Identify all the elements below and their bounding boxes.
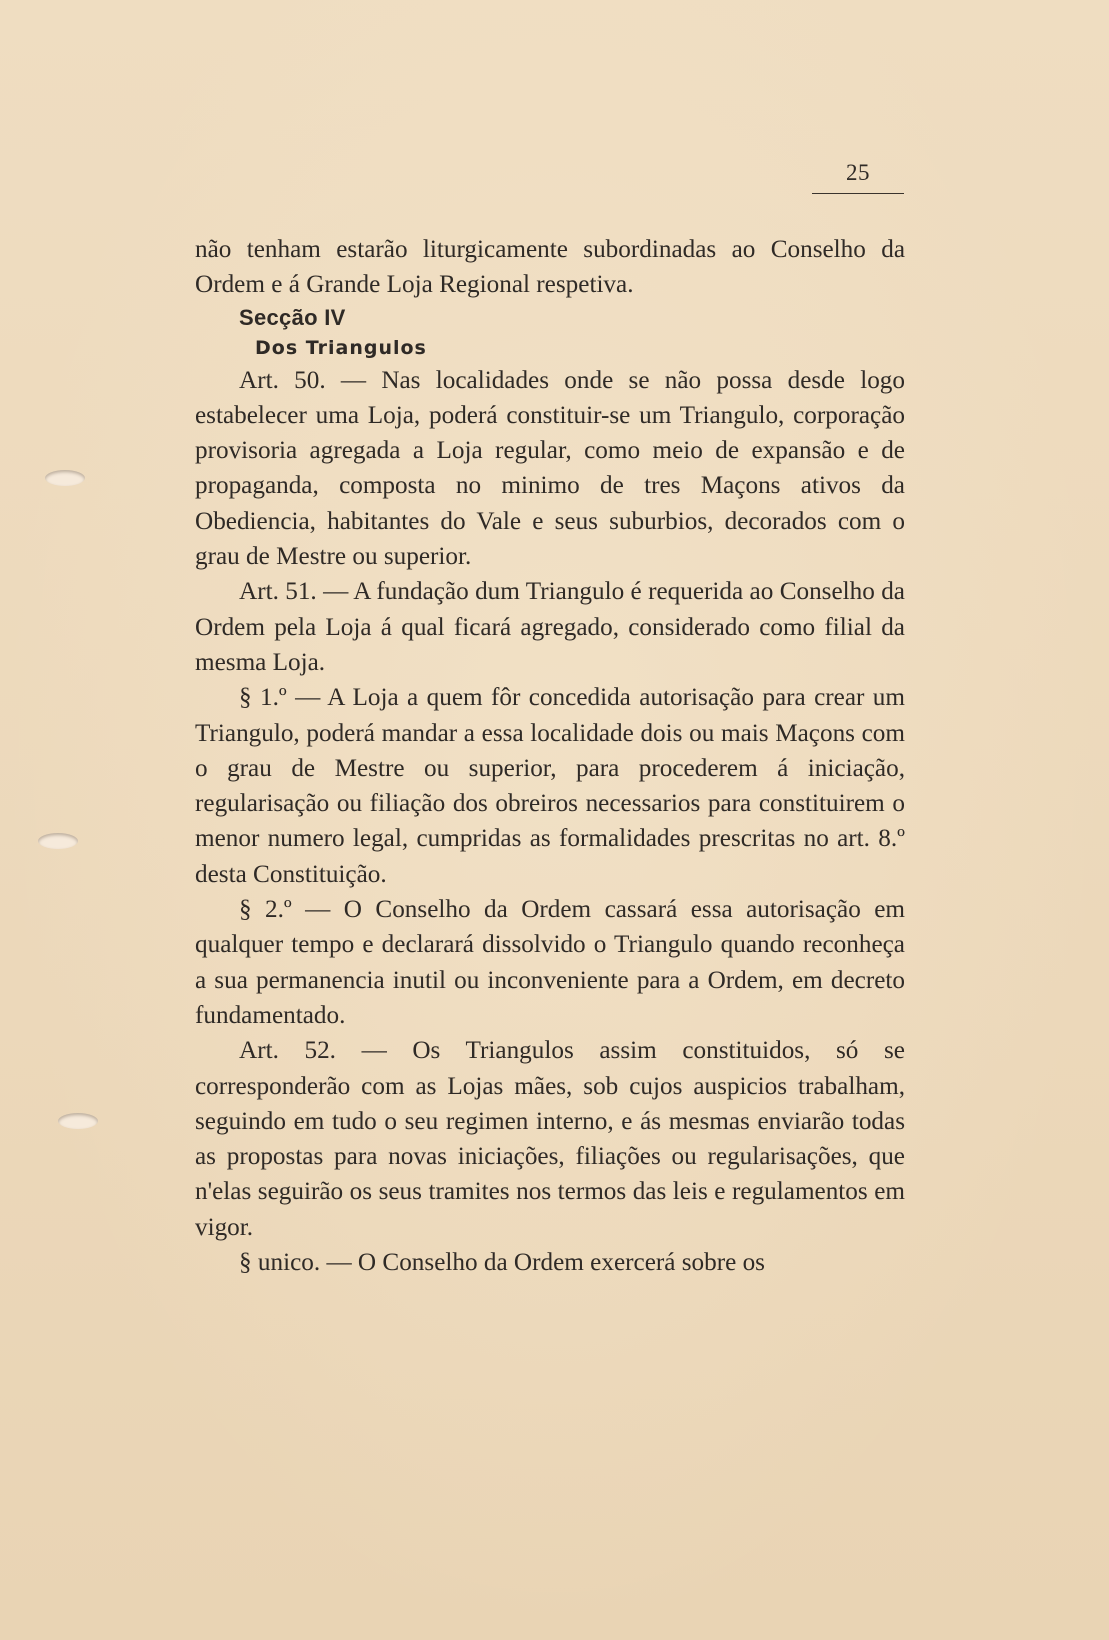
binding-hole: [38, 833, 78, 849]
page-number-rule: [812, 193, 904, 194]
binding-hole: [45, 470, 85, 486]
article-52-single-paragraph: § unico. — O Conselho da Ordem exercerá sobre os: [239, 1249, 765, 1277]
article-51-paragraph-1: § 1.º — A Loja a quem fôr concedida autorisação para crear um Triangulo, poderá mandar a essa localidade dois ou mais Maçons com o grau de Mestre ou superior, para procederem á iniciação, regularisação ou filiação dos obreiros necessarios para constituirem o menor numero legal, cumpridas as formalidades prescritas no art. 8.º desta Constituição.: [195, 684, 905, 888]
article-51-paragraph-2: § 2.º — O Conselho da Ordem cassará essa autorisação em qualquer tempo e declarará dissolvido o Triangulo quando reconheça a sua permanencia inutil ou inconveniente para a Ordem, em decreto fundamentado.: [195, 896, 905, 1029]
binding-hole: [58, 1113, 98, 1129]
article-50: Art. 50. — Nas localidades onde se não possa desde logo estabelecer uma Loja, poderá constituir-se um Triangulo, corporação provisoria agregada a Loja regular, como meio de expansão e de propaganda, composta no minimo de tres Maçons ativos da Obediencia, habitantes do Vale e seus suburbios, decorados com o grau de Mestre ou superior.: [195, 366, 905, 571]
article-51: Art. 51. — A fundação dum Triangulo é requerida ao Conselho da Ordem pela Loja á qual ficará agregado, considerado como filial da mesma Loja.: [195, 578, 905, 676]
section-title: Secção IV: [239, 304, 346, 330]
paragraph-continuation: não tenham estarão liturgicamente subordinadas ao Conselho da Ordem e á Grande Loja Regional respetiva.: [195, 236, 905, 299]
section-subtitle: Dos Triangulos: [255, 336, 427, 359]
article-52: Art. 52. — Os Triangulos assim constituidos, só se corresponderão com as Lojas mães, sob cujos auspicios trabalham, seguindo em tudo o seu regimen interno, e ás mesmas enviarão todas as propostas para novas iniciações, filiações ou regularisações, que n'elas seguirão os seus tramites nos termos das leis e regulamentos em vigor.: [195, 1037, 905, 1241]
body-text: [195, 232, 905, 1280]
page-number: 25: [846, 160, 870, 185]
